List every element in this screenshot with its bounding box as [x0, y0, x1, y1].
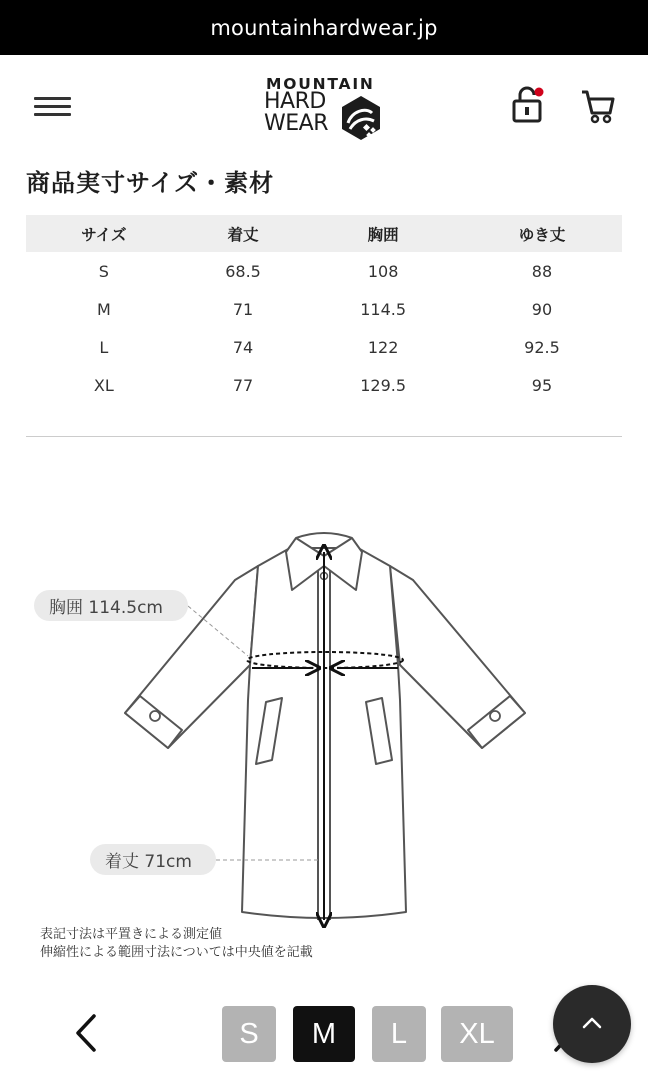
table-cell: 90: [531, 299, 553, 319]
chevron-up-icon: [580, 1014, 604, 1032]
page-title: 商品実寸サイズ・素材: [26, 169, 275, 197]
table-cell: 108: [367, 261, 399, 281]
table-cell: 74: [232, 337, 254, 357]
table-cell: M: [96, 299, 111, 319]
table-cell: 92.5: [524, 337, 560, 357]
logo-mark-icon: [336, 93, 386, 143]
size-option-s[interactable]: S: [222, 1006, 276, 1062]
site-header: [0, 55, 648, 155]
scroll-to-top-button[interactable]: [553, 985, 631, 1063]
section-divider: [26, 436, 622, 437]
table-row: [26, 290, 622, 328]
table-header-row: [26, 215, 622, 252]
col-header-size: サイズ: [26, 215, 182, 252]
lock-icon[interactable]: [510, 85, 546, 125]
measurement-notes: [40, 926, 313, 962]
table-cell: 88: [531, 261, 553, 281]
brand-logo[interactable]: [264, 73, 388, 145]
table-row: [26, 252, 622, 290]
logo-text-line2: HARD: [264, 89, 326, 114]
menu-icon[interactable]: [34, 97, 72, 119]
table-cell: 77: [232, 375, 254, 395]
table-cell: 68.5: [225, 261, 261, 281]
cart-icon[interactable]: [580, 89, 616, 125]
size-table: [26, 215, 622, 404]
size-option-l[interactable]: L: [372, 1006, 426, 1062]
logo-text-line1: MOUNTAIN: [266, 75, 375, 93]
note-line: 伸縮性による範囲寸法については中央値を記載: [40, 945, 313, 960]
table-cell: 129.5: [360, 375, 407, 395]
table-cell: 114.5: [360, 299, 407, 319]
col-header-length: 着丈: [182, 215, 305, 252]
table-cell: 71: [232, 299, 254, 319]
col-header-sleeve: ゆき丈: [462, 215, 622, 252]
table-cell: 122: [367, 337, 399, 357]
col-header-chest: 胸囲: [304, 215, 462, 252]
chevron-left-icon[interactable]: [72, 1012, 102, 1054]
table-row: [26, 328, 622, 366]
chest-measurement-label: 胸囲 114.5cm: [34, 590, 188, 621]
browser-url-bar[interactable]: [0, 0, 648, 55]
table-cell: XL: [93, 375, 114, 395]
table-cell: S: [98, 261, 109, 281]
table-cell: 95: [531, 375, 553, 395]
size-option-xl[interactable]: XL: [441, 1006, 513, 1062]
notification-badge-icon: [535, 88, 544, 97]
size-option-m[interactable]: M: [293, 1006, 355, 1062]
table-cell: L: [99, 337, 109, 357]
logo-text-line3: WEAR: [264, 111, 328, 136]
url-text: mountainhardwear.jp: [210, 15, 438, 40]
note-line: 表記寸法は平置きによる測定値: [40, 927, 223, 942]
table-row: [26, 366, 622, 404]
length-measurement-label: 着丈 71cm: [90, 844, 216, 875]
